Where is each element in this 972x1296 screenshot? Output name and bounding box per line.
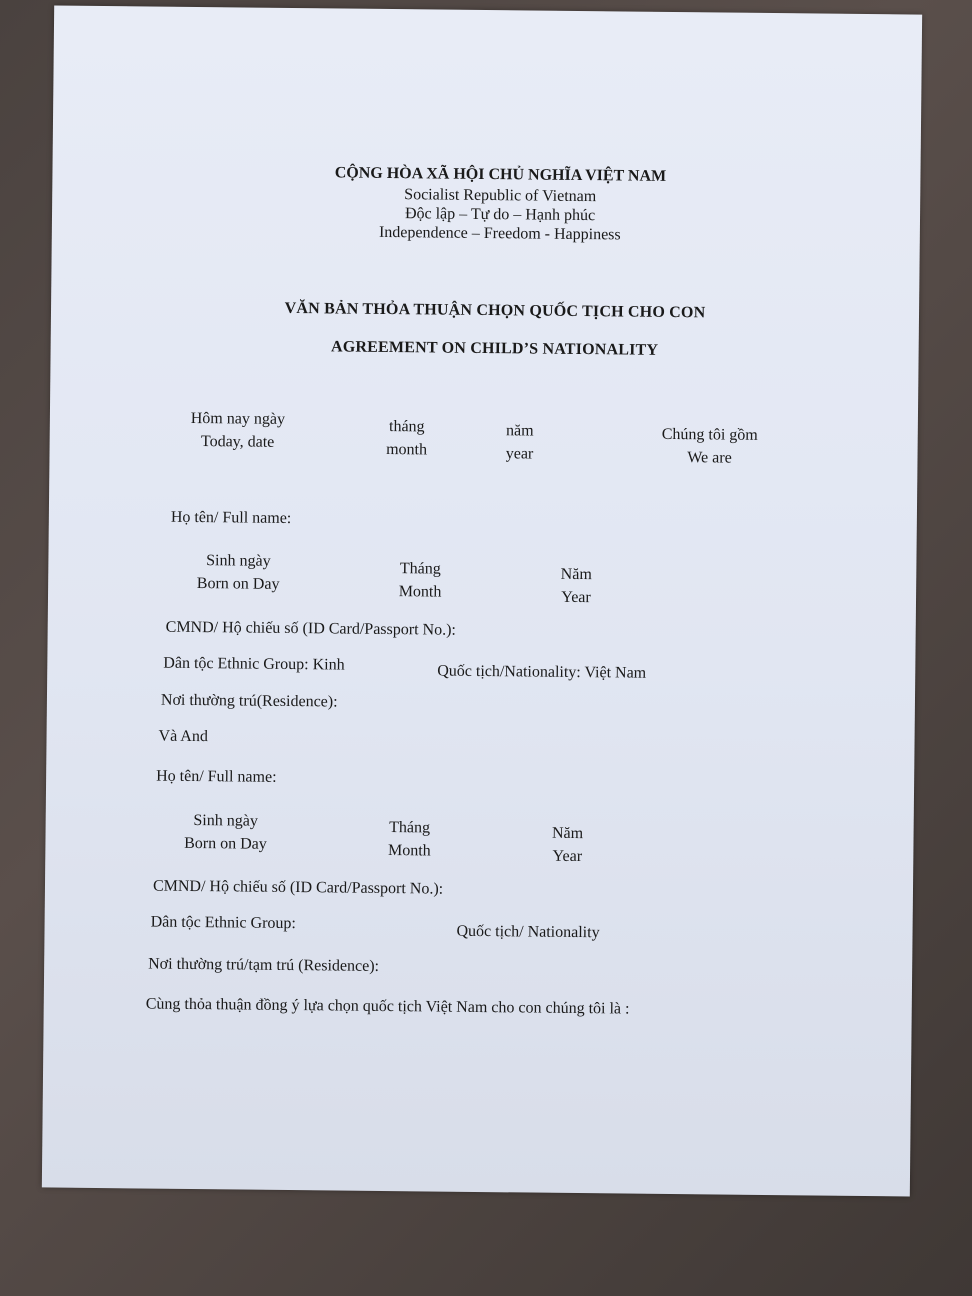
person1-year-label-en: Year [561,588,591,607]
person1-id-label: CMND/ Hộ chiếu số (ID Card/Passport No.): [165,618,456,639]
year-label-vi: năm [505,422,534,440]
person2-born-label-en: Born on Day [184,834,267,853]
year-field [506,419,534,465]
person2-month-label-en: Month [387,842,431,860]
person2-year-label-en: Year [552,847,583,866]
agreement-statement: Cùng thỏa thuận đồng ý lựa chọn quốc tịch Việt Nam cho con chúng tôi là : [145,995,630,1018]
person2-month-label-vi: Tháng [389,819,431,837]
document-title-en: AGREEMENT ON CHILD’S NATIONALITY [330,338,659,359]
person1-year-label-vi: Năm [560,565,592,584]
person1-full-name-label: Họ tên/ Full name: [170,508,292,527]
person1-ethnic-group-label: Dân tộc Ethnic Group: Kinh [163,654,345,674]
person1-month-label-vi: Tháng [399,560,441,578]
person2-birth-year-field [552,822,584,868]
person2-ethnic-group-label: Dân tộc Ethnic Group: [150,913,296,933]
we-are-label-en: We are [687,449,732,467]
person2-born-label-vi: Sinh ngày [193,811,258,830]
person1-born-label-en: Born on Day [196,575,280,593]
person1-month-label-en: Month [398,583,442,601]
person2-birth-day-field [184,809,267,856]
we-are-field [661,423,757,470]
person1-birth-year-field [560,563,592,609]
month-label-en: month [386,440,428,459]
country-name-vi: CỘNG HÒA XÃ HỘI CHỦ NGHĨA VIỆT NAM [334,164,667,185]
person2-birth-month-field [388,816,431,862]
year-label-en: year [505,445,534,463]
person2-residence-label: Nơi thường trú/tạm trú (Residence): [148,955,380,975]
person2-id-label: CMND/ Hộ chiếu số (ID Card/Passport No.): [152,877,444,898]
today-label-en: Today, date [200,433,275,451]
today-date-field [190,407,285,454]
month-label-vi: tháng [388,418,425,436]
today-label-vi: Hôm nay ngày [190,409,286,428]
person1-born-label-vi: Sinh ngày [206,552,271,570]
person2-full-name-label: Họ tên/ Full name: [156,767,277,786]
person2-year-label-vi: Năm [551,824,584,843]
person1-nationality-label: Quốc tịch/Nationality: Việt Nam [437,662,647,682]
person1-birth-day-field [197,549,280,596]
country-name-en: Socialist Republic of Vietnam [404,186,597,206]
person1-residence-label: Nơi thường trú(Residence): [160,691,338,711]
motto-vi: Độc lập – Tự do – Hạnh phúc [404,205,596,225]
document-page [42,5,922,1196]
and-label: Và And [158,727,208,746]
we-are-label-vi: Chúng tôi gồm [661,425,758,444]
document-title-vi: VĂN BẢN THỎA THUẬN CHỌN QUỐC TỊCH CHO CON [284,299,706,322]
person2-nationality-label: Quốc tịch/ Nationality [456,922,600,942]
motto-en: Independence – Freedom - Happiness [378,223,621,244]
person1-birth-month-field [399,557,442,603]
month-field [386,415,427,461]
